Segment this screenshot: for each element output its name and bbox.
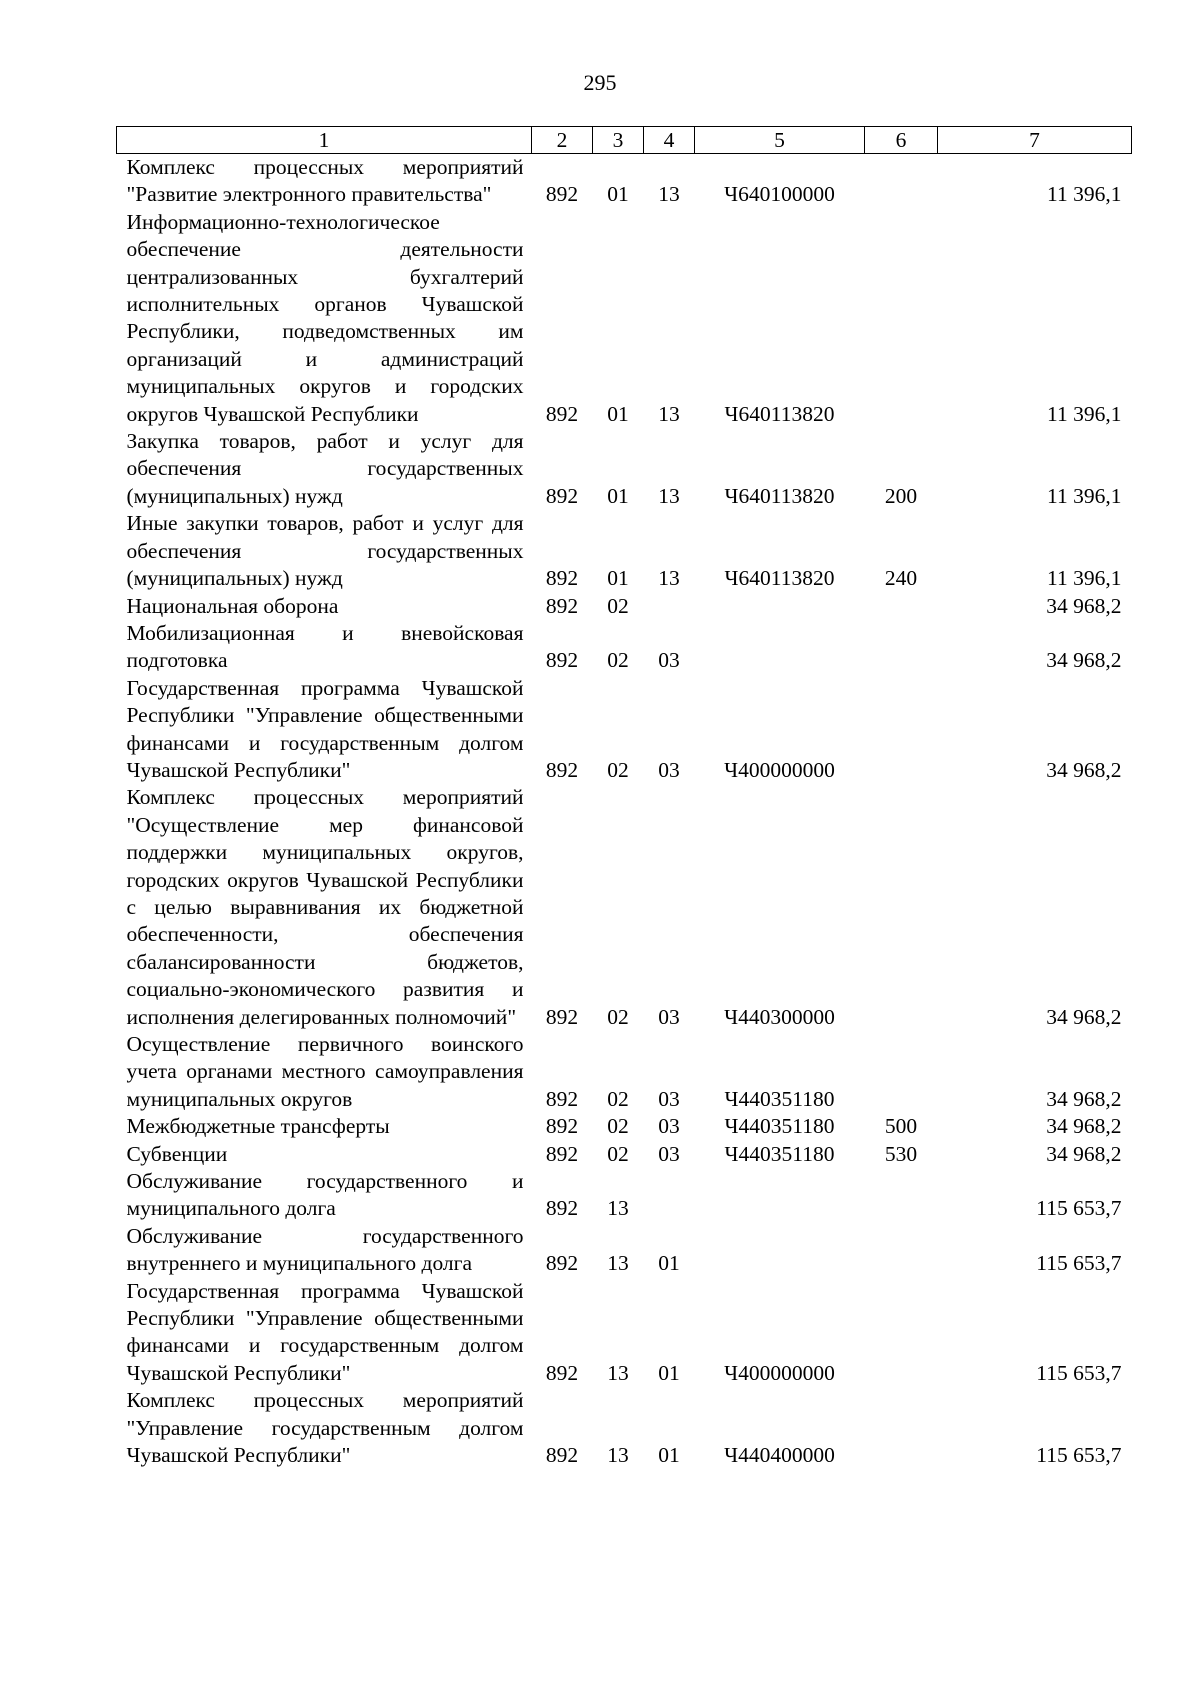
row-amount: 115 653,7 bbox=[1036, 1251, 1122, 1276]
row-subsection: 01 bbox=[658, 1443, 680, 1468]
row-amount: 34 968,2 bbox=[1046, 1086, 1122, 1111]
table-row bbox=[117, 620, 1132, 675]
row-target-article: Ч440400000 bbox=[724, 1443, 835, 1468]
header-col-2: 2 bbox=[532, 127, 593, 154]
row-target-article: Ч640100000 bbox=[724, 182, 835, 207]
row-expense-type bbox=[865, 593, 938, 620]
row-target-article: Ч440351180 bbox=[724, 1141, 835, 1166]
row-expense-type: 530 bbox=[884, 1141, 918, 1166]
row-subsection: 13 bbox=[658, 182, 680, 207]
row-name: Субвенции bbox=[126, 1141, 228, 1166]
row-amount: 34 968,2 bbox=[1046, 648, 1122, 673]
page-number: 295 bbox=[583, 70, 617, 95]
header-col-3: 3 bbox=[593, 127, 644, 154]
row-amount: 115 653,7 bbox=[1036, 1360, 1122, 1385]
table-row bbox=[117, 1113, 1132, 1140]
table-row bbox=[117, 1278, 1132, 1388]
row-target-article bbox=[695, 620, 865, 675]
row-section: 02 bbox=[607, 1086, 629, 1111]
row-expense-type bbox=[865, 154, 938, 209]
budget-table bbox=[116, 126, 1132, 1470]
row-target-article bbox=[695, 593, 865, 620]
row-subsection: 03 bbox=[658, 1114, 680, 1139]
row-admin-code: 892 bbox=[545, 1443, 579, 1468]
table-row bbox=[117, 510, 1132, 592]
row-section: 02 bbox=[607, 593, 629, 618]
row-section: 01 bbox=[607, 566, 629, 591]
row-amount: 11 396,1 bbox=[1047, 483, 1122, 508]
row-admin-code: 892 bbox=[545, 648, 579, 673]
row-admin-code: 892 bbox=[545, 1251, 579, 1276]
header-row bbox=[117, 127, 1132, 154]
row-admin-code: 892 bbox=[545, 1004, 579, 1029]
header-col-4: 4 bbox=[644, 127, 695, 154]
row-admin-code: 892 bbox=[545, 1196, 579, 1221]
row-expense-type bbox=[865, 209, 938, 428]
table-row bbox=[117, 784, 1132, 1031]
table-row bbox=[117, 428, 1132, 510]
row-subsection: 13 bbox=[658, 401, 680, 426]
row-name: Осуществление первичного воинского учета органами местного самоуправления муниципальных округов bbox=[126, 1032, 524, 1111]
header-col-6: 6 bbox=[865, 127, 938, 154]
row-admin-code: 892 bbox=[545, 401, 579, 426]
row-expense-type bbox=[865, 1168, 938, 1223]
row-subsection: 01 bbox=[658, 1251, 680, 1276]
row-amount: 34 968,2 bbox=[1046, 1141, 1122, 1166]
row-expense-type bbox=[865, 1223, 938, 1278]
row-section: 02 bbox=[607, 1114, 629, 1139]
row-expense-type: 200 bbox=[884, 483, 918, 508]
header-col-7: 7 bbox=[938, 127, 1132, 154]
table-header bbox=[117, 127, 1132, 154]
row-admin-code: 892 bbox=[545, 566, 579, 591]
row-subsection: 01 bbox=[658, 1360, 680, 1385]
row-amount: 11 396,1 bbox=[1047, 182, 1122, 207]
row-name: Иные закупки товаров, работ и услуг для обеспечения государственных (муниципальных) нужд bbox=[126, 511, 524, 591]
table-row bbox=[117, 1223, 1132, 1278]
table-row bbox=[117, 1141, 1132, 1168]
row-section: 13 bbox=[607, 1360, 629, 1385]
row-subsection bbox=[644, 1168, 695, 1223]
row-name: Государственная программа Чувашской Республики "Управление общественными финансами и государственным долгом Чувашской Республики" bbox=[126, 1278, 524, 1385]
table-row bbox=[117, 675, 1132, 785]
row-amount: 34 968,2 bbox=[1046, 757, 1122, 782]
row-admin-code: 892 bbox=[545, 1086, 579, 1111]
table-body bbox=[117, 154, 1132, 1470]
row-admin-code: 892 bbox=[545, 1114, 579, 1139]
row-expense-type bbox=[865, 1387, 938, 1469]
row-admin-code: 892 bbox=[545, 757, 579, 782]
row-section: 01 bbox=[607, 182, 629, 207]
row-expense-type bbox=[865, 1278, 938, 1388]
row-target-article bbox=[695, 1168, 865, 1223]
row-section: 13 bbox=[607, 1251, 629, 1276]
row-admin-code: 892 bbox=[545, 483, 579, 508]
table-row bbox=[117, 1168, 1132, 1223]
row-name: Закупка товаров, работ и услуг для обеспечения государственных (муниципальных) нужд bbox=[126, 429, 524, 508]
row-amount: 11 396,1 bbox=[1047, 401, 1122, 426]
row-expense-type bbox=[865, 620, 938, 675]
row-name: Комплекс процессных мероприятий "Управление государственным долгом Чувашской Республики" bbox=[126, 1388, 524, 1468]
row-target-article: Ч400000000 bbox=[724, 1360, 835, 1385]
row-subsection bbox=[644, 593, 695, 620]
row-target-article bbox=[695, 1223, 865, 1278]
row-expense-type bbox=[865, 1031, 938, 1113]
table-row bbox=[117, 593, 1132, 620]
row-amount: 34 968,2 bbox=[1046, 1004, 1122, 1029]
row-subsection: 13 bbox=[658, 483, 680, 508]
row-subsection: 03 bbox=[658, 757, 680, 782]
row-section: 02 bbox=[607, 1004, 629, 1029]
row-name: Комплекс процессных мероприятий "Развитие электронного правительства" bbox=[126, 155, 524, 207]
row-expense-type: 500 bbox=[884, 1114, 918, 1139]
row-amount: 34 968,2 bbox=[1046, 593, 1122, 618]
row-name: Мобилизационная и вневойсковая подготовка bbox=[126, 620, 524, 673]
row-name: Национальная оборона bbox=[126, 593, 339, 618]
row-amount: 115 653,7 bbox=[1036, 1196, 1122, 1221]
table-row bbox=[117, 1031, 1132, 1113]
row-section: 01 bbox=[607, 483, 629, 508]
row-section: 13 bbox=[607, 1443, 629, 1468]
row-target-article: Ч440351180 bbox=[724, 1086, 835, 1111]
row-target-article: Ч640113820 bbox=[724, 401, 835, 426]
row-name: Информационно-технологическое обеспечение деятельности централизованных бухгалтерий исполнительных органов Чувашской Республики, подведомственных им организаций и администраций муниципальных округов и городских округов Чувашской Республики bbox=[126, 209, 524, 426]
row-expense-type: 240 bbox=[884, 566, 918, 591]
row-admin-code: 892 bbox=[545, 182, 579, 207]
row-admin-code: 892 bbox=[545, 593, 579, 618]
row-name: Обслуживание государственного внутреннего и муниципального долга bbox=[126, 1223, 524, 1276]
row-section: 01 bbox=[607, 401, 629, 426]
row-name: Государственная программа Чувашской Республики "Управление общественными финансами и государственным долгом Чувашской Республики" bbox=[126, 675, 524, 782]
row-expense-type bbox=[865, 784, 938, 1031]
row-target-article: Ч640113820 bbox=[724, 483, 835, 508]
row-target-article: Ч440351180 bbox=[724, 1114, 835, 1139]
row-target-article: Ч400000000 bbox=[724, 757, 835, 782]
table-row bbox=[117, 1387, 1132, 1469]
row-name: Межбюджетные трансферты bbox=[126, 1114, 390, 1139]
header-col-5: 5 bbox=[695, 127, 865, 154]
row-subsection: 13 bbox=[658, 566, 680, 591]
row-admin-code: 892 bbox=[545, 1360, 579, 1385]
row-expense-type bbox=[865, 675, 938, 785]
row-target-article: Ч440300000 bbox=[724, 1004, 835, 1029]
row-name: Обслуживание государственного и муниципального долга bbox=[126, 1169, 524, 1221]
row-section: 02 bbox=[607, 757, 629, 782]
row-admin-code: 892 bbox=[545, 1141, 579, 1166]
table-row bbox=[117, 154, 1132, 209]
row-section: 02 bbox=[607, 1141, 629, 1166]
header-col-1: 1 bbox=[117, 127, 532, 154]
row-subsection: 03 bbox=[658, 648, 680, 673]
row-subsection: 03 bbox=[658, 1141, 680, 1166]
row-amount: 115 653,7 bbox=[1036, 1443, 1122, 1468]
row-section: 02 bbox=[607, 648, 629, 673]
table-row bbox=[117, 209, 1132, 428]
row-section: 13 bbox=[607, 1196, 629, 1221]
row-subsection: 03 bbox=[658, 1086, 680, 1111]
row-target-article: Ч640113820 bbox=[724, 566, 835, 591]
row-name: Комплекс процессных мероприятий "Осуществление мер финансовой поддержки муниципальных округов, городских округов Чувашской Республики с целью выравнивания их бюджетной обеспеченности, обеспечения сбалансированности бюджетов, социально-экономического развития и исполнения делегированных полномочий" bbox=[126, 785, 524, 1029]
row-amount: 11 396,1 bbox=[1047, 566, 1122, 591]
row-subsection: 03 bbox=[658, 1004, 680, 1029]
row-amount: 34 968,2 bbox=[1046, 1114, 1122, 1139]
